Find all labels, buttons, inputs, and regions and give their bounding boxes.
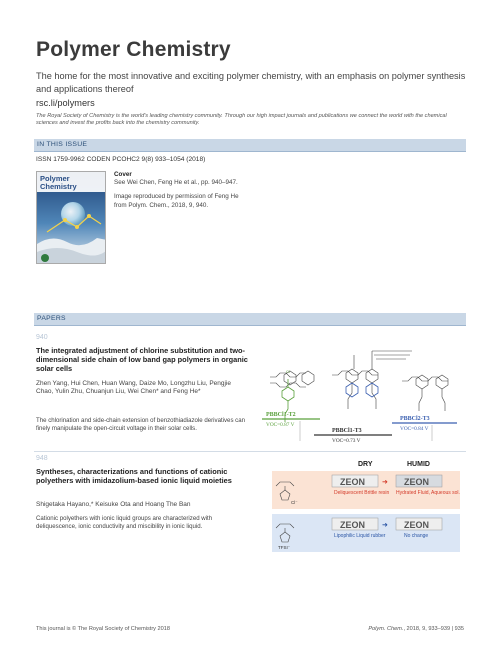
paper-divider <box>34 451 466 452</box>
arrow-icon: ➜ <box>382 522 388 529</box>
polymer-label-cl2: PBBCl2-T3 <box>400 416 430 422</box>
paper-page-number: 948 <box>36 455 48 462</box>
in-this-issue-heading-bar <box>34 139 466 151</box>
journal-url-link[interactable]: rsc.li/polymers <box>36 98 95 108</box>
papers-heading: PAPERS <box>37 314 66 322</box>
rsc-logo-icon <box>41 254 49 262</box>
cover-title-line2: Chemistry <box>40 182 77 191</box>
zeon-sample-dry-2: ZEON <box>340 520 366 530</box>
row2-dry-property: Lipophilic Liquid rubber <box>334 533 386 539</box>
cover-credit: Image reproduced by permission of Feng He from Polym. Chem., 2018, 9, 940. <box>114 193 239 209</box>
anion-cl-label: Cl⁻ <box>291 500 298 505</box>
dry-column-label: DRY <box>358 461 373 468</box>
cl-substituent-label: Cl <box>286 369 290 374</box>
paper-authors: Shigetaka Hayano,* Keisuke Ota and Hoang The Ban <box>36 501 191 508</box>
cover-image[interactable] <box>36 171 106 264</box>
cover-reference: See Wei Chen, Feng He et al., pp. 940–947. <box>114 179 238 187</box>
papers-heading-bar <box>34 313 466 325</box>
journal-title: Polymer Chemistry <box>36 38 231 61</box>
row1-dry-property: Deliquescent Brittle resin <box>334 490 390 496</box>
journal-tagline: The home for the most innovative and exciting polymer chemistry, with an emphasis on polymer synthesis and applications thereof <box>36 71 466 94</box>
paper-abstract: Cationic polyethers with ionic liquid groups are characterized with deliquescence, ionic conductivity and miscibility in ionic liquid. <box>36 515 213 530</box>
row2-humid-property: No change <box>404 533 429 539</box>
footer-copyright: This journal is © The Royal Society of Chemistry 2018 <box>36 626 170 632</box>
paper-authors: Zhen Yang, Hui Chen, Huan Wang, Daize Mo, Longzhu Liu, Pengjie Chao, Yulin Zhu, Chuanjun Liu, Wei Chen* and Feng He* <box>36 380 231 396</box>
voltage-label-t3: VOC=0.73 V <box>332 438 361 444</box>
cover-label: Cover <box>114 171 132 178</box>
in-this-issue-heading: IN THIS ISSUE <box>37 140 88 148</box>
cover-title-line1: Polymer <box>40 174 70 183</box>
rsc-blurb: The Royal Society of Chemistry is the world's leading chemistry community. Through our high impact journals and publications we connect the world with the chemical sciences and invest the profits back into the chemistry community. <box>36 113 447 127</box>
zeon-sample-humid: ZEON <box>404 477 430 487</box>
section-divider <box>34 325 466 326</box>
paper-title-link[interactable]: The integrated adjustment of chlorine substitution and two-dimensional side chain of low band gap polymers in organic solar cells <box>36 346 248 374</box>
anion-tfsi-label: TFSI⁻ <box>278 545 291 550</box>
paper-graphical-abstract <box>272 456 462 554</box>
section-divider <box>34 151 466 152</box>
voltage-label-t2: VOC=0.87 V <box>266 422 295 428</box>
paper-graphical-abstract <box>262 345 467 445</box>
arrow-icon: ➜ <box>382 479 388 486</box>
paper-abstract: The chlorination and side-chain extension of benzothiadiazole derivatives can finely manipulate the open-circuit voltage in their solar cells. <box>36 417 246 432</box>
humid-column-label: HUMID <box>407 461 430 468</box>
row1-humid-property: Hydrated Fluid, Aqueous sol. <box>396 490 460 496</box>
cover-info <box>114 171 244 216</box>
zeon-sample-dry: ZEON <box>340 477 366 487</box>
paper-title-link[interactable]: Syntheses, characterizations and functions of cationic polyethers with imidazolium-based ionic liquid moieties <box>36 467 232 486</box>
zeon-sample-humid-2: ZEON <box>404 520 430 530</box>
polymer-label-t2: PBBCl1-T2 <box>266 412 296 418</box>
issn-line: ISSN 1759-9962 CODEN PCOHC2 9(8) 933–1054 (2018) <box>36 156 206 163</box>
polymer-label-t3: PBBCl1-T3 <box>332 428 362 434</box>
cover-artwork <box>37 172 106 264</box>
paper-page-number: 940 <box>36 334 48 341</box>
footer-journal-abbrev: Polym. Chem. <box>368 626 404 632</box>
footer-citation <box>368 626 464 632</box>
voltage-label-cl2: VOC=0.84 V <box>400 426 429 432</box>
footer-page-range: , 2018, 9, 933–939 | 935 <box>403 626 464 632</box>
